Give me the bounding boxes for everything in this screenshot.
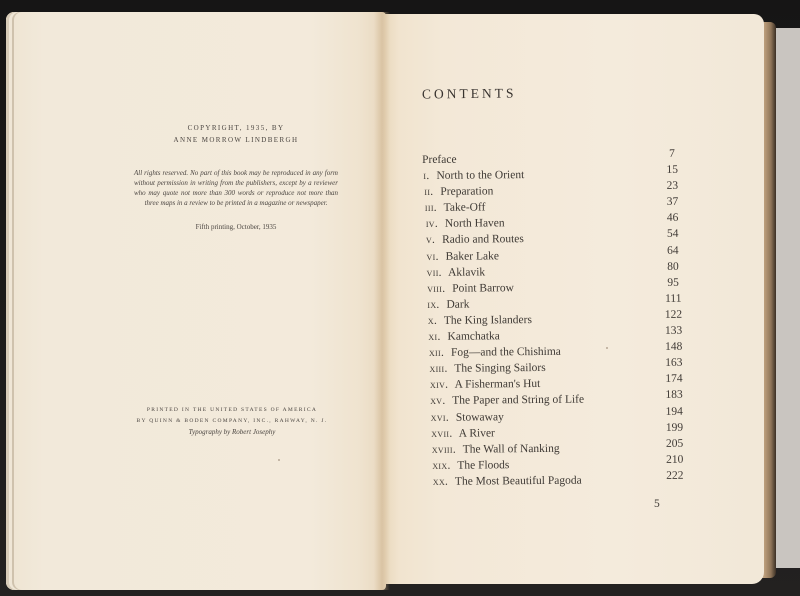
- chapter-page-number: 199: [665, 421, 684, 434]
- chapter-title: Dark: [446, 298, 470, 311]
- chapter-numeral: xviii.: [431, 443, 457, 456]
- chapter-page-number: 183: [665, 389, 683, 402]
- chapter-page-number: 222: [666, 469, 684, 482]
- chapter-title: The Floods: [457, 459, 510, 472]
- chapter-title: Stowaway: [455, 410, 504, 424]
- copyright-page: [6, 12, 386, 590]
- chapter-title: The King Islanders: [443, 313, 533, 327]
- chapter-title: Take-Off: [443, 201, 486, 215]
- chapter-numeral: v.: [425, 234, 436, 247]
- typography-credit: Typography by Robert Josephy: [188, 428, 276, 436]
- contents-page: [384, 14, 764, 584]
- chapter-title: Preparation: [440, 185, 494, 199]
- chapter-page-number: 148: [665, 340, 683, 354]
- chapter-numeral: xvi.: [430, 411, 450, 424]
- chapter-page-number: 205: [665, 437, 684, 450]
- chapter-page-number: 46: [666, 212, 679, 225]
- chapter-title: Fog—and the Chishima: [450, 345, 561, 359]
- toc-entry: [425, 469, 695, 490]
- chapter-page-number: 133: [664, 324, 683, 337]
- paper-speck: [606, 347, 608, 349]
- copyright-line: COPYRIGHT, 1935, BY: [187, 124, 285, 132]
- chapter-page-number: 194: [665, 405, 683, 418]
- chapter-numeral: ix.: [427, 298, 440, 311]
- chapter-title: The Paper and String of Life: [452, 394, 585, 408]
- printing-note: Fifth printing, October, 1935: [195, 223, 277, 231]
- chapter-numeral: viii.: [427, 282, 446, 295]
- chapter-title: A River: [458, 426, 495, 440]
- chapter-numeral: i.: [423, 170, 430, 183]
- chapter-numeral: xv.: [430, 395, 446, 408]
- contents-title: CONTENTS: [421, 85, 517, 102]
- chapter-page-number: 54: [666, 228, 679, 241]
- table-of-contents: [422, 147, 695, 490]
- chapter-title: The Wall of Nanking: [462, 442, 560, 456]
- chapter-title: The Most Beautiful Pagoda: [454, 474, 582, 488]
- chapter-numeral: vi.: [426, 250, 439, 263]
- printer-name-line: BY QUINN & BODEN COMPANY, INC., RAHWAY, N. J.: [136, 418, 328, 424]
- chapter-page-number: 111: [665, 292, 682, 305]
- chapter-title: Radio and Routes: [442, 233, 524, 247]
- copyright-holder: ANNE MORROW LINDBERGH: [173, 136, 299, 144]
- chapter-title: North Haven: [444, 217, 505, 231]
- chapter-numeral: ii.: [424, 186, 434, 199]
- chapter-page-number: 7: [669, 147, 675, 160]
- chapter-numeral: xvii.: [431, 427, 453, 440]
- chapter-numeral: x.: [427, 314, 438, 327]
- chapter-title: Aklavik: [448, 266, 486, 279]
- chapter-title: A Fisherman's Hut: [454, 378, 541, 392]
- chapter-page-number: 174: [665, 373, 683, 386]
- chapter-page-number: 15: [666, 163, 678, 176]
- chapter-page-number: 23: [666, 179, 679, 193]
- chapter-title: Preface: [422, 153, 457, 166]
- chapter-numeral: xix.: [432, 459, 451, 472]
- chapter-page-number: 210: [666, 453, 684, 466]
- chapter-page-number: 163: [665, 356, 683, 370]
- chapter-title: Point Barrow: [452, 281, 514, 295]
- chapter-numeral: iii.: [424, 202, 438, 215]
- chapter-numeral: xii.: [428, 346, 445, 360]
- chapter-title: North to the Orient: [436, 169, 525, 182]
- chapter-numeral: xiii.: [429, 363, 448, 376]
- chapter-page-number: 64: [667, 244, 679, 257]
- chapter-page-number: 95: [667, 276, 679, 289]
- chapter-numeral: xiv.: [429, 379, 449, 392]
- chapter-numeral: iv.: [425, 218, 439, 231]
- chapter-numeral: xi.: [428, 330, 441, 343]
- chapter-page-number: 37: [666, 196, 679, 209]
- paper-speck: [278, 459, 280, 461]
- printer-block: [116, 405, 348, 438]
- rights-notice: All rights reserved. No part of this book may be reproduced in any form without permission in writing from the publishers, except by a reviewer who may quote not more than 300 words or reproduce not more than three maps in a review to be printed in a magazine or newspaper.: [134, 169, 338, 207]
- chapter-title: Kamchatka: [447, 330, 500, 343]
- copyright-block: [126, 122, 346, 232]
- chapter-title: Baker Lake: [445, 249, 499, 263]
- chapter-page-number: 122: [664, 308, 683, 321]
- page-number: 5: [654, 498, 660, 510]
- chapter-numeral: xx.: [432, 475, 449, 488]
- chapter-page-number: 80: [667, 260, 679, 273]
- printed-in-line: PRINTED IN THE UNITED STATES OF AMERICA: [146, 407, 318, 413]
- chapter-numeral: vii.: [426, 266, 442, 279]
- chapter-title: The Singing Sailors: [454, 362, 546, 375]
